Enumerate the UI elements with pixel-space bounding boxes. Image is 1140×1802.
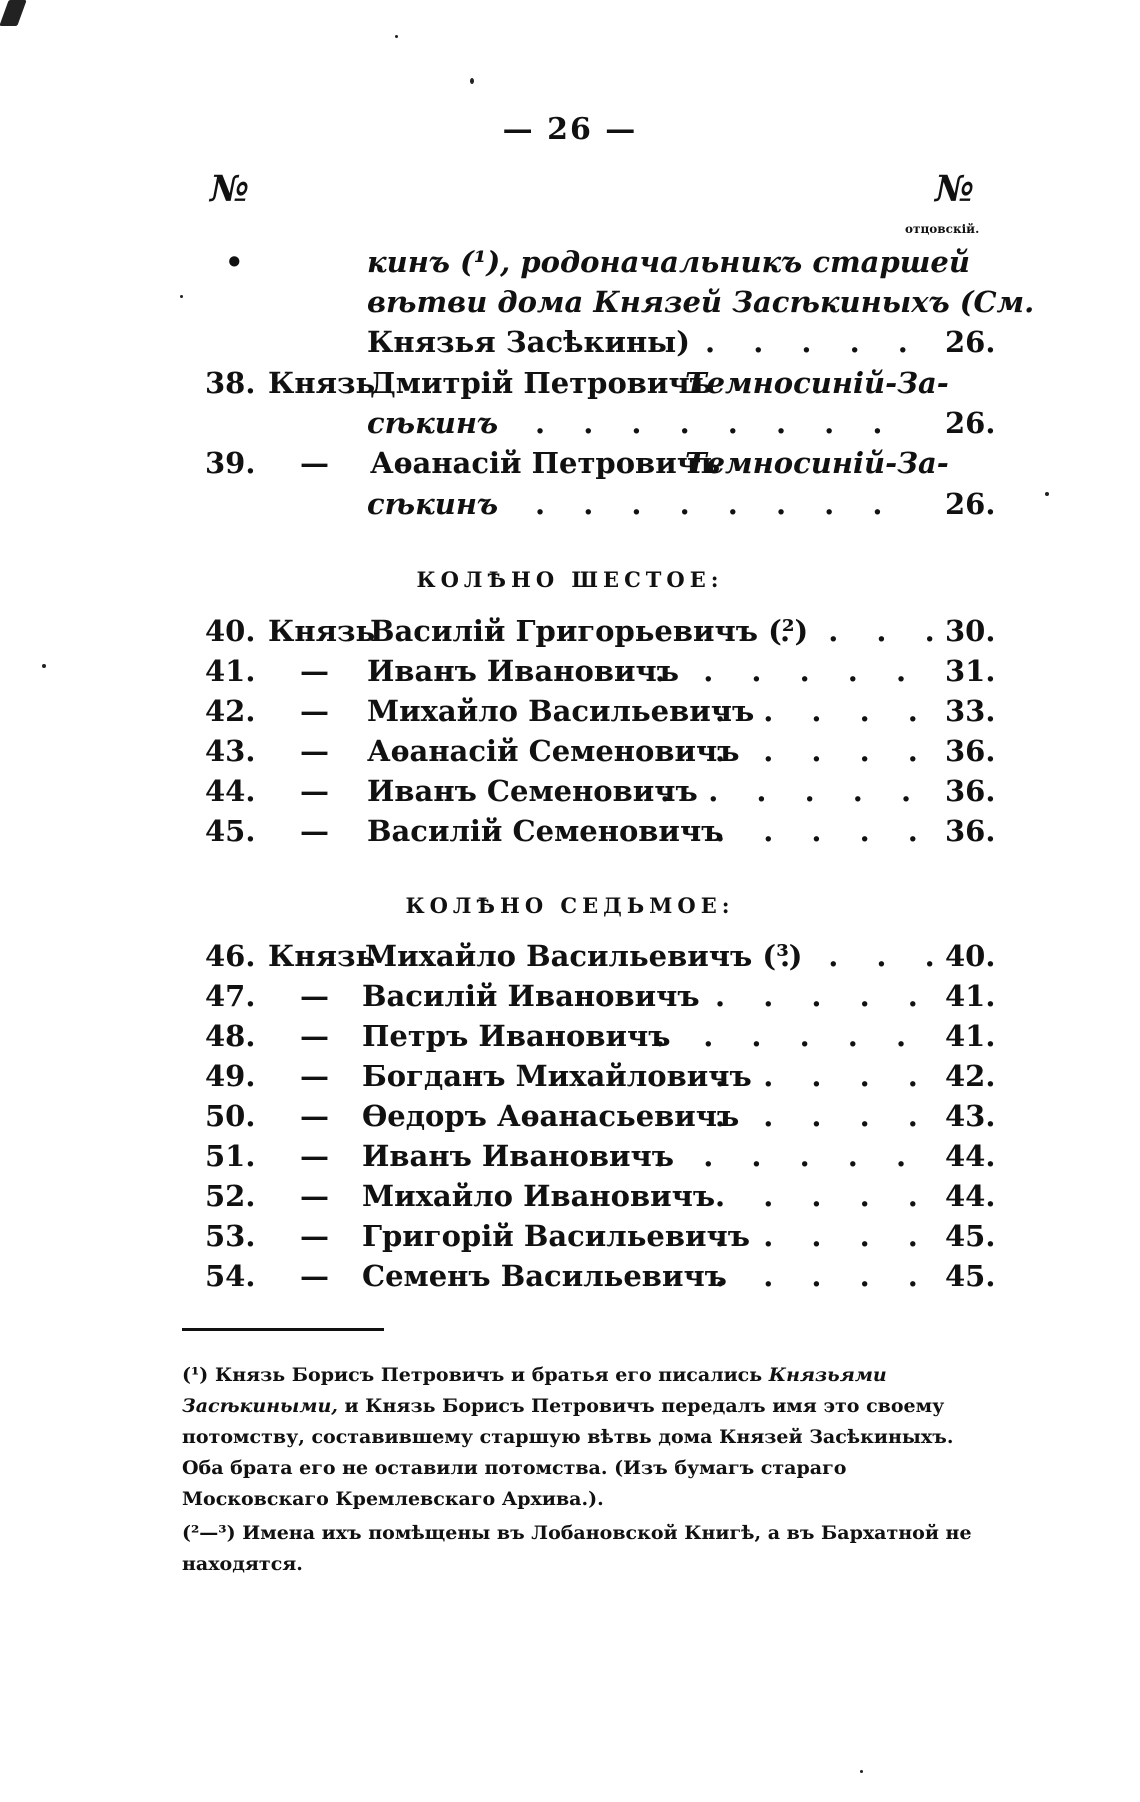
entry-number: 48. <box>205 1019 256 1053</box>
footnote-mark: (¹) <box>182 1364 209 1386</box>
entry-name: Петръ Ивановичъ <box>362 1019 671 1053</box>
entry-title: — <box>300 654 329 688</box>
scan-speck <box>180 295 183 298</box>
column-header-label: отцовскій. <box>905 222 980 236</box>
entry-page: 41. <box>945 979 996 1013</box>
leader-dots: . . . . . <box>715 694 932 728</box>
entry-number: 45. <box>205 814 256 848</box>
entry-name: Иванъ Семеновичъ <box>367 774 698 808</box>
entry-name: Аѳанасій Петровичъ <box>370 446 721 480</box>
bullet-marker: • <box>225 245 244 279</box>
leader-dots: . . . . . . . . <box>535 487 897 521</box>
entry-text: Князья Засѣкины) <box>367 325 690 359</box>
entry-number: 41. <box>205 654 256 688</box>
entry-page: 26. <box>945 487 996 521</box>
entry-page: 36. <box>945 814 996 848</box>
leader-dots: . . . . . <box>715 1219 932 1253</box>
entry-title: — <box>300 1059 329 1093</box>
leader-dots: . . . . . <box>715 1059 932 1093</box>
list-item <box>0 1099 1140 1139</box>
entry-surname: сѣкинъ <box>367 406 499 440</box>
entry-name: Аѳанасій Семеновичъ <box>367 734 740 768</box>
entry-number: 43. <box>205 734 256 768</box>
list-item <box>0 614 1140 654</box>
entry-number: 52. <box>205 1179 256 1213</box>
entry-number: 54. <box>205 1259 256 1293</box>
entry-number: 49. <box>205 1059 256 1093</box>
entry-number: 42. <box>205 694 256 728</box>
leader-dots: . . . . <box>780 614 949 648</box>
entry-surname: сѣкинъ <box>367 487 499 521</box>
entry-title: — <box>300 734 329 768</box>
entry-name: Михайло Васильевичъ (³) <box>365 939 803 973</box>
entry-page: 26. <box>945 325 996 359</box>
leader-dots: . . . . . . <box>655 1019 921 1053</box>
entry-number: 50. <box>205 1099 256 1133</box>
entry-page: 44. <box>945 1179 996 1213</box>
entry-page: 31. <box>945 654 996 688</box>
leader-dots: . . . . . . . . <box>535 406 897 440</box>
entry-title: Князь <box>268 614 376 648</box>
list-item <box>0 814 1140 854</box>
entry-page: 30. <box>945 614 996 648</box>
footnote-rule <box>182 1328 384 1331</box>
column-header-number-left: № <box>210 168 250 210</box>
leader-dots: . . . . . <box>715 814 932 848</box>
entry-text: вѣтви дома Князей Засѣкиныхъ (См. <box>367 285 1035 319</box>
section-heading: КОЛѢНО ШЕСТОЕ: <box>416 567 724 592</box>
section-heading: КОЛѢНО СЕДЬМОЕ: <box>405 893 735 918</box>
list-item <box>0 694 1140 734</box>
list-item <box>0 406 1140 446</box>
list-item <box>0 654 1140 694</box>
entry-number: 51. <box>205 1139 256 1173</box>
leader-dots: . . . . . <box>705 325 922 359</box>
entry-name: Иванъ Ивановичъ <box>367 654 679 688</box>
entry-page: 36. <box>945 774 996 808</box>
entry-page: 33. <box>945 694 996 728</box>
entry-title: Князь <box>268 366 376 400</box>
entry-title: — <box>300 1099 329 1133</box>
scan-speck <box>42 664 46 668</box>
entry-number: 53. <box>205 1219 256 1253</box>
entry-text: кинъ (¹), родоначальникъ старшей <box>367 245 970 279</box>
entry-page: 43. <box>945 1099 996 1133</box>
entry-title: — <box>300 979 329 1013</box>
list-item <box>0 1019 1140 1059</box>
entry-name: Дмитрій Петровичъ <box>370 366 712 400</box>
footnote-2 <box>182 1518 994 1580</box>
entry-name: Василій Ивановичъ <box>362 979 700 1013</box>
entry-title: — <box>300 1019 329 1053</box>
entry-page: 45. <box>945 1219 996 1253</box>
entry-title: — <box>300 1179 329 1213</box>
entry-name: Богданъ Михайловичъ <box>362 1059 752 1093</box>
scan-mark <box>0 0 27 26</box>
leader-dots: . . . . . . <box>655 1139 921 1173</box>
scan-speck <box>470 78 474 84</box>
entry-name: Семенъ Васильевичъ <box>362 1259 727 1293</box>
entry-page: 41. <box>945 1019 996 1053</box>
entry-number: 44. <box>205 774 256 808</box>
list-item <box>0 1059 1140 1099</box>
list-item <box>0 325 1140 365</box>
footnote-text: Князь Борисъ Петровичъ и братья его писались <box>214 1364 763 1386</box>
entry-surname: Темносиній-За- <box>685 446 949 480</box>
leader-dots: . . . . . <box>715 979 932 1013</box>
entry-name: Михайло Васильевичъ <box>367 694 755 728</box>
footnote-1 <box>182 1360 994 1515</box>
scan-speck <box>395 35 398 38</box>
footnote-text: Имена ихъ помѣщены въ Лобановской Книгѣ, а въ Бархатной не находятся. <box>182 1522 972 1575</box>
list-item <box>0 1259 1140 1299</box>
leader-dots: . . . . . <box>715 1099 932 1133</box>
entry-surname: Темносиній-За- <box>685 366 949 400</box>
list-item <box>0 366 1140 406</box>
entry-number: 38. <box>205 366 256 400</box>
leader-dots: . . . . <box>780 939 949 973</box>
list-item <box>0 1179 1140 1219</box>
list-item <box>0 1139 1140 1179</box>
entry-name: Михайло Ивановичъ <box>362 1179 716 1213</box>
leader-dots: . . . . . . <box>655 654 921 688</box>
list-item <box>0 446 1140 486</box>
entry-title: — <box>300 446 329 480</box>
entry-title: — <box>300 1139 329 1173</box>
leader-dots: . . . . . <box>715 1179 932 1213</box>
entry-page: 36. <box>945 734 996 768</box>
page-number: — 26 — <box>502 112 638 147</box>
entry-title: — <box>300 814 329 848</box>
entry-name: Василій Семеновичъ <box>367 814 724 848</box>
list-item <box>0 1219 1140 1259</box>
entry-title: — <box>300 1219 329 1253</box>
entry-number: 39. <box>205 446 256 480</box>
entry-name: Василій Григорьевичъ (²) <box>370 614 809 648</box>
entry-name: Ѳедоръ Аѳанасьевичъ <box>362 1099 740 1133</box>
list-item <box>0 939 1140 979</box>
entry-title: — <box>300 774 329 808</box>
entry-number: 46. <box>205 939 256 973</box>
entry-title: — <box>300 1259 329 1293</box>
leader-dots: . . . . . <box>715 734 932 768</box>
scan-speck <box>1045 492 1049 496</box>
scan-speck <box>860 1770 863 1773</box>
entry-page: 44. <box>945 1139 996 1173</box>
list-item <box>0 774 1140 814</box>
leader-dots: . . . . . <box>715 1259 932 1293</box>
entry-title: Князь <box>268 939 376 973</box>
entry-page: 42. <box>945 1059 996 1093</box>
list-item <box>0 487 1140 527</box>
list-item <box>0 734 1140 774</box>
entry-number: 40. <box>205 614 256 648</box>
leader-dots: . . . . . . <box>660 774 926 808</box>
footnote-mark: (²—³) <box>182 1522 236 1544</box>
entry-name: Иванъ Ивановичъ <box>362 1139 674 1173</box>
entry-number: 47. <box>205 979 256 1013</box>
entry-page: 26. <box>945 406 996 440</box>
entry-page: 45. <box>945 1259 996 1293</box>
entry-page: 40. <box>945 939 996 973</box>
footnote-text-italic: Князьями Засѣкиными, <box>182 1364 887 1417</box>
footnote-text: и Князь Борисъ Петровичъ передалъ имя это своему потомству, составившему старшую вѣтвь дома Князей Засѣкиныхъ. Оба брата его не оставили потомства. (Изъ бумагъ стараго Московскаго Кремлевскаго Архива.). <box>182 1395 954 1510</box>
entry-title: — <box>300 694 329 728</box>
list-item <box>0 245 1140 285</box>
list-item <box>0 979 1140 1019</box>
entry-name: Григорій Васильевичъ <box>362 1219 751 1253</box>
list-item <box>0 285 1140 325</box>
column-header-number-right: № <box>935 168 975 210</box>
